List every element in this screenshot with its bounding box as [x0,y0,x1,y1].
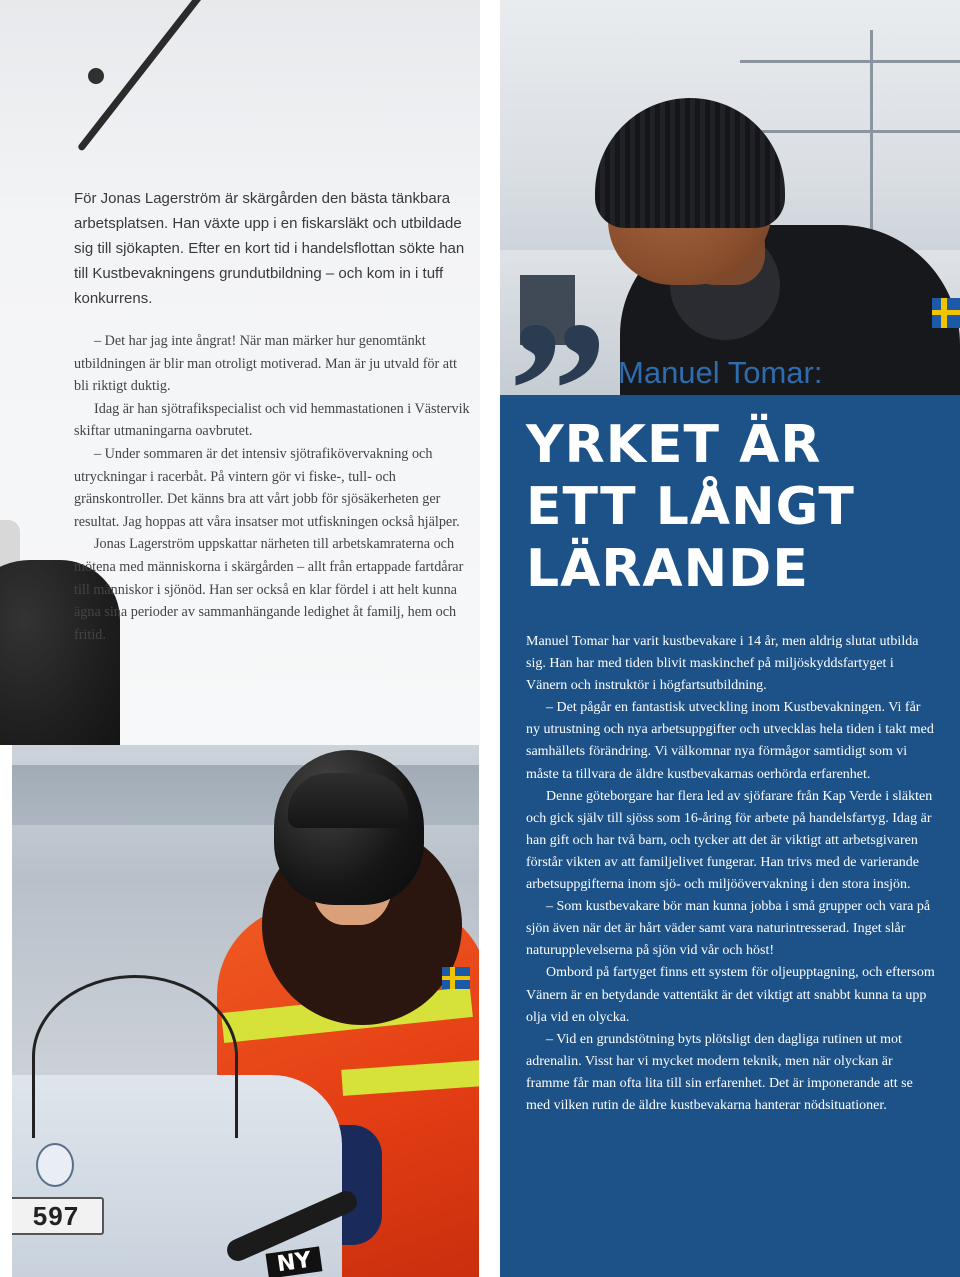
left-paragraph: Idag är han sjötrafikspecialist och vid hemmastationen i Västervik skiftar utmaningarna oavbrutet. [74,400,470,440]
ship-mast [870,30,873,250]
feature-paragraph: Manuel Tomar har varit kustbevakare i 14 år, men aldrig slutat utbilda sig. Han har med tiden blivit maskinchef på miljöskyddsfartyget i Vänern och instruktör i högfartsutbildning. [526,634,919,694]
headline-line: ETT LÅNGT [526,477,855,537]
feature-paragraph: – Som kustbevakare bör man kunna jobba i små grupper och vara på sjön även när det är hårt väder samt vara naturintresserad. Inget slår naturupplevelserna på sjön vid vår och höst! [526,899,931,959]
headline-line: YRKET ÄR [526,415,822,475]
feature-headline [526,414,956,600]
article-body-left [74,330,474,646]
headline-line: LÄRANDE [526,539,809,599]
left-paragraph: – Under sommaren är det intensiv sjötrafikövervakning och utryckningar i racerbåt. På vintern gör vi fiske-, tull- och gränskontroller. Det känns bra att vårt jobb för sjösäkerheten ger resultat. Jag hoppas att våra insatser mot utfiskningen också hjälper. [74,445,460,530]
photo-snowmobile-officer [12,745,479,1277]
snowmobile-brand: NY [266,1246,323,1277]
feature-subtitle: Manuel Tomar: [618,355,823,390]
swedish-flag-icon [932,298,960,328]
feature-paragraph: Ombord på fartyget finns ett system för oljeupptagning, och eftersom Vänern är en betydande vattentäkt är det viktigt att snabbt kunna ta upp olja vid en olycka. [526,965,935,1025]
left-paragraph: Jonas Lagerström uppskattar närheten till arbetskamraterna och mötena med människorna i skärgården – allt från ertappade fartdårar till människor i sjönöd. Han ser också en klar fördel i att helt kunna ägna sina perioder av sammanhängande ledighet åt familj, hem och fritid. [74,536,464,643]
beanie [595,98,785,228]
article-intro: För Jonas Lagerström är skärgården den bästa tänkbara arbetsplatsen. Han växte upp i en fiskarsläkt och utbildade sig till sjökapten. Efter en kort tid i handelsflottan sökte han till Kustbevakningens grundutbildning – och kom in i tuff konkurrens. [74,190,465,307]
feature-body [526,631,936,1117]
feature-paragraph: – Vid en grundstötning byts plötsligt den dagliga rutinen ut mot adrenalin. Visst har vi mycket modern teknik, men när olyckan är framme får man ofta lita till sin erfarenhet. Det är imponerande att se med vilken rutin de äldre kustbevakarna hanterar nödsituationer. [526,1031,913,1113]
windshield [32,975,238,1138]
ship-rail [760,130,960,133]
ship-rail [740,60,960,63]
helmet-visor [288,773,408,828]
feature-paragraph: Denne göteborgare har flera led av sjöfarare från Kap Verde i släkten och gick själv till sjöss som 16-åring för arbete på handelsfartyg. Idag är han gift och har två barn, och tycker att det är viktigt att arbetsgivaren förstår vikten av att familjelivet fungerar. Han trivs med de varierande arbetsuppgifterna inom sjö- och miljöövervakning i den stora insjön. [526,788,933,893]
feature-paragraph: – Det pågår en fantastisk utveckling inom Kustbevakningen. Vi får ny utrustning och nya arbetsuppgifter och utvecklas hela tiden i takt med samhällets förändring. Vi välkomnar nya förmågor samtidigt som vi måste ta tillvara de äldre kustbevakarnas oerhörda erfarenhet. [526,700,934,782]
license-plate: 597 [12,1197,104,1235]
coast-guard-emblem-icon [36,1143,74,1187]
antenna-tip [88,68,104,84]
swedish-flag-icon [442,967,470,989]
quote-mark-icon: ” [508,281,590,502]
left-paragraph: – Det har jag inte ångrat! När man märker hur genomtänkt utbildningen är blir man otroligt motiverad. Man är ju utvald för att bli riktigt duktig. [74,333,457,395]
